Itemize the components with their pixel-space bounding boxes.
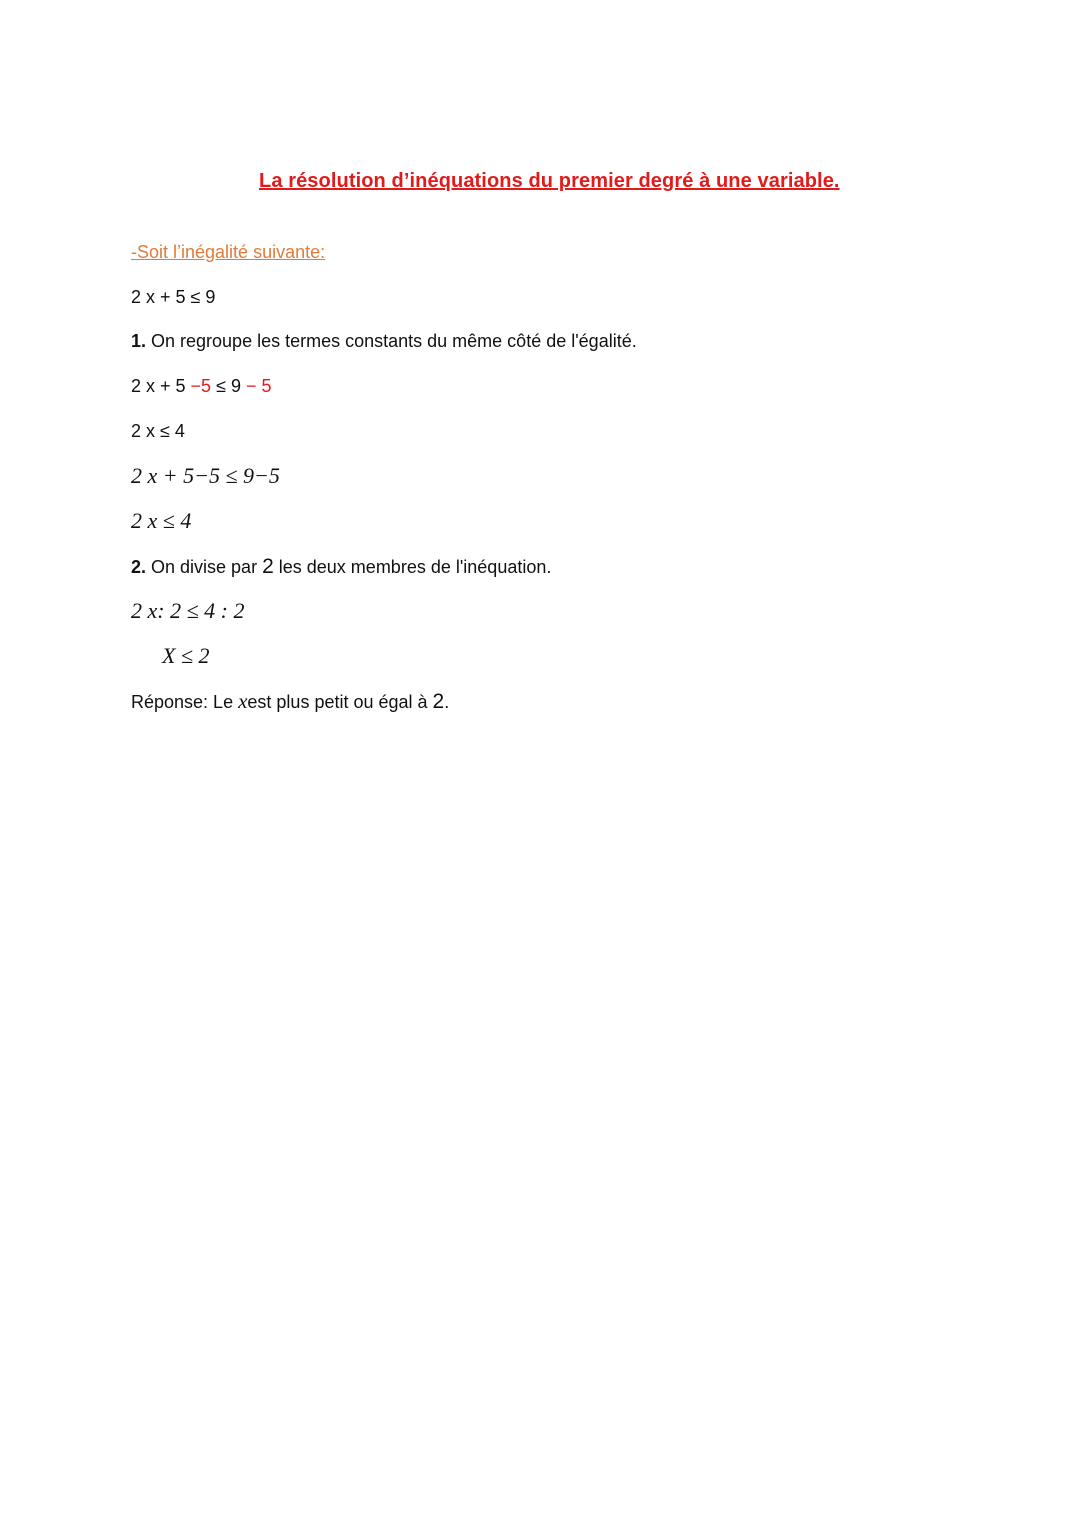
step-1-equation — [131, 376, 272, 397]
answer-digit: 2 — [432, 690, 445, 713]
step-1-number: 1. — [131, 331, 147, 351]
step-1-equation-base: 2 x + 5 — [131, 376, 191, 396]
answer-variable: x — [238, 689, 248, 713]
step-2-text-before: On divise par — [146, 557, 263, 577]
step-1-minus-left: −5 — [190, 376, 212, 396]
step-1-minus-right: − 5 — [245, 376, 272, 396]
math-equation-3: 2 x: 2 ≤ 4 : 2 — [131, 598, 245, 623]
step-2-digit: 2 — [262, 555, 274, 578]
section-subtitle: -Soit l’inégalité suivante: — [131, 242, 326, 262]
math-equation-1: 2 x + 5−5 ≤ 9−5 — [131, 463, 280, 488]
answer-text-before: Réponse: Le — [131, 692, 239, 712]
math-equation-4: X ≤ 2 — [162, 643, 210, 668]
answer-text-after: . — [444, 692, 450, 712]
initial-inequality: 2 x + 5 ≤ 9 — [131, 287, 216, 307]
step-1-result: 2 x ≤ 4 — [131, 421, 185, 441]
step-1-text: On regroupe les termes constants du même côté de l'égalité. — [146, 331, 637, 351]
page-title: La résolution d’inéquations du premier degré à une variable. — [259, 170, 840, 192]
step-2-text-after: les deux membres de l'inéquation. — [273, 557, 552, 577]
step-1-instruction — [131, 331, 637, 352]
step-2-instruction — [131, 555, 551, 579]
math-equation-2: 2 x ≤ 4 — [131, 508, 192, 533]
step-1-equation-middle: ≤ 9 — [211, 376, 246, 396]
answer-line — [131, 689, 449, 714]
step-2-number: 2. — [131, 557, 147, 577]
answer-text-middle: est plus petit ou égal à — [247, 692, 433, 712]
